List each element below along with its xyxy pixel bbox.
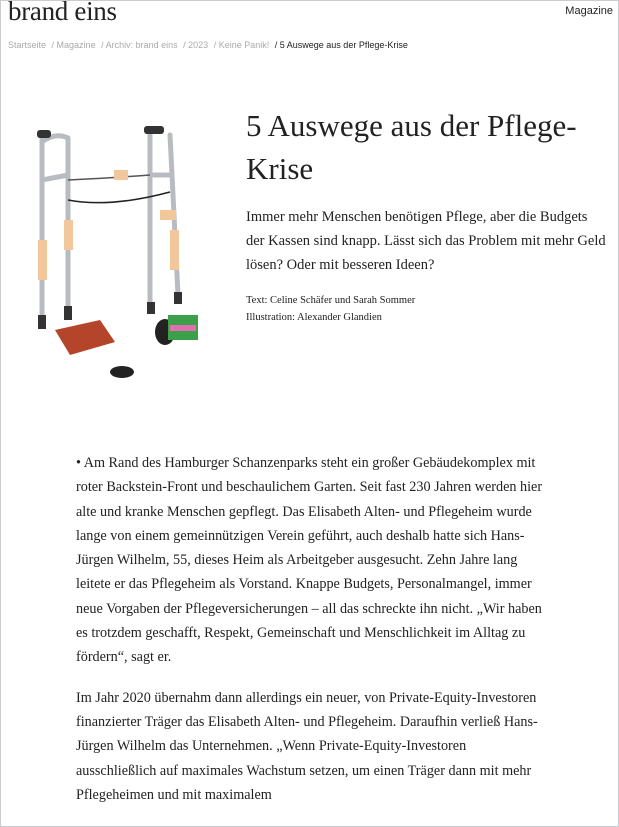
credit-text: Text: Celine Schäfer und Sarah Sommer: [246, 295, 416, 306]
breadcrumb-keine-panik[interactable]: / Keine Panik!: [213, 40, 270, 50]
breadcrumb-current: / 5 Auswege aus der Pflege-Krise: [274, 40, 408, 50]
article-credits: [246, 292, 415, 326]
breadcrumb-magazine[interactable]: / Magazine: [51, 40, 96, 50]
article-body: [76, 451, 548, 823]
brand-logo[interactable]: brand eins: [8, 0, 117, 26]
breadcrumb-archiv[interactable]: / Archiv: brand eins: [101, 40, 178, 50]
article-title: 5 Auswege aus der Pflege-Krise: [246, 108, 577, 186]
breadcrumb-2023[interactable]: / 2023: [183, 40, 209, 50]
paragraph: • Am Rand des Hamburger Schanzenparks steht ein großer Gebäudekomplex mit roter Backstein-Front und beschaulichem Garten. Seit fast 230 Jahren werden hier alte und kranke Menschen gepflegt. Das Elisabeth Alten- und Pflegeheim wurde lange von einem gemeinnützigen Verein geführt, auch deshalb hatte sich Hans-Jürgen Wilhelm, 55, dieses Heim als Arbeitgeber ausgesucht. Zehn Jahre lang leitete er das Pflegeheim als Vorstand. Knappe Budgets, Personalmangel, immer neue Vorgaben der Pflegeversicherungen – all das schreckte ihn nicht. „Wir haben es trotzdem geschafft, Respekt, Gemeinschaft und Menschlichkeit im Alltag zu fördern“, sagt er.: [76, 455, 543, 666]
breadcrumb-startseite[interactable]: Startseite: [8, 40, 47, 50]
credit-illustration: Illustration: Alexander Glandien: [246, 312, 382, 323]
paragraph: Im Jahr 2020 übernahm dann allerdings ein neuer, von Private-Equity-Investoren finanzierter Träger das Elisabeth Alten- und Pflegeheim. Daraufhin verließ Hans-Jürgen Wilhelm das Unternehmen. „Wenn Private-Equity-Investoren ausschließlich auf maximales Wachstum setzen, um einen Träger dann mit mehr Pflegeheimen und mit maximalem: [76, 689, 538, 803]
breadcrumb: [8, 40, 411, 50]
article-lead: Immer mehr Menschen benötigen Pflege, aber die Budgets der Kassen sind knapp. Lässt sich das Problem mit mehr Geld lösen? Oder mit besseren Ideen?: [246, 209, 606, 273]
walker-illustration: [20, 120, 230, 390]
nav-magazine-link[interactable]: Magazine: [565, 5, 613, 17]
